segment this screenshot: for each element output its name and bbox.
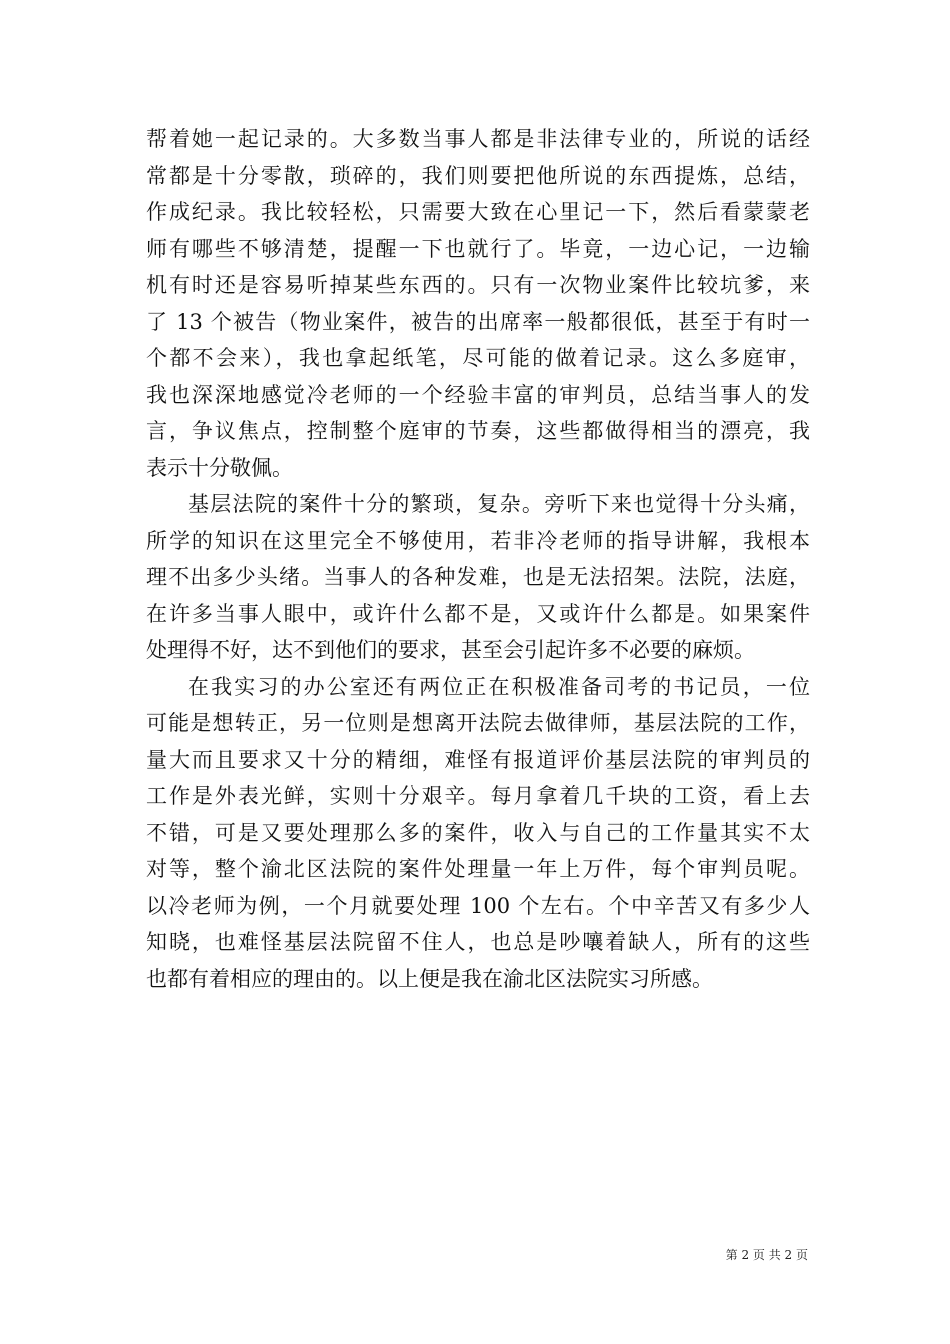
body-text (146, 121, 810, 997)
text-line: 理不出多少头绪。当事人的各种发难，也是无法招架。法院，法庭， (146, 565, 810, 589)
text-line: 知晓，也难怪基层法院留不住人，也总是吵嚷着缺人，所有的这些 (146, 930, 810, 954)
paragraph-3 (146, 669, 810, 998)
text-line: 表示十分敬佩。 (146, 455, 293, 480)
text-line: 作成纪录。我比较轻松，只需要大致在心里记一下，然后看蒙蒙老 (146, 200, 810, 224)
text-line: 帮着她一起记录的。大多数当事人都是非法律专业的，所说的话经 (146, 127, 810, 151)
text-line: 对等，整个渝北区法院的案件处理量一年上万件，每个审判员呢。 (146, 857, 810, 881)
text-line: 在我实习的办公室还有两位正在积极准备司考的书记员，一位 (188, 674, 810, 699)
paragraph-1 (146, 121, 810, 486)
text-line: 我也深深地感觉冷老师的一个经验丰富的审判员，总结当事人的发 (146, 382, 810, 407)
page-number-footer: 第 2 页 共 2 页 (725, 1248, 808, 1262)
text-line: 以冷老师为例，一个月就要处理 100 个左右。个中辛苦又有多少人 (146, 893, 810, 918)
paragraph-2 (146, 486, 810, 669)
text-line: 了 13 个被告（物业案件，被告的出席率一般都很低，甚至于有时一 (146, 309, 810, 334)
text-line: 处理得不好，达不到他们的要求，甚至会引起许多不必要的麻烦。 (146, 638, 755, 662)
text-line: 言，争议焦点，控制整个庭审的节奏，这些都做得相当的漂亮，我 (146, 419, 810, 443)
text-line: 也都有着相应的理由的。以上便是我在渝北区法院实习所感。 (146, 966, 713, 991)
text-line: 师有哪些不够清楚，提醒一下也就行了。毕竟，一边心记，一边输 (146, 236, 810, 261)
text-line: 常都是十分零散，琐碎的，我们则要把他所说的东西提炼，总结， (146, 163, 810, 188)
text-line: 基层法院的案件十分的繁琐，复杂。旁听下来也觉得十分头痛， (188, 492, 810, 516)
text-line: 可能是想转正，另一位则是想离开法院去做律师，基层法院的工作， (146, 711, 810, 735)
text-line: 工作是外表光鲜，实则十分艰辛。每月拿着几千块的工资，看上去 (146, 784, 810, 808)
text-line: 个都不会来），我也拿起纸笔，尽可能的做着记录。这么多庭审， (146, 346, 810, 370)
text-line: 所学的知识在这里完全不够使用，若非冷老师的指导讲解，我根本 (146, 528, 810, 553)
text-line: 量大而且要求又十分的精细，难怪有报道评价基层法院的审判员的 (146, 747, 810, 772)
text-line: 不错，可是又要处理那么多的案件，收入与自己的工作量其实不太 (146, 820, 810, 845)
text-line: 在许多当事人眼中，或许什么都不是，又或许什么都是。如果案件 (146, 601, 810, 626)
text-line: 机有时还是容易听掉某些东西的。只有一次物业案件比较坑爹，来 (146, 273, 810, 297)
